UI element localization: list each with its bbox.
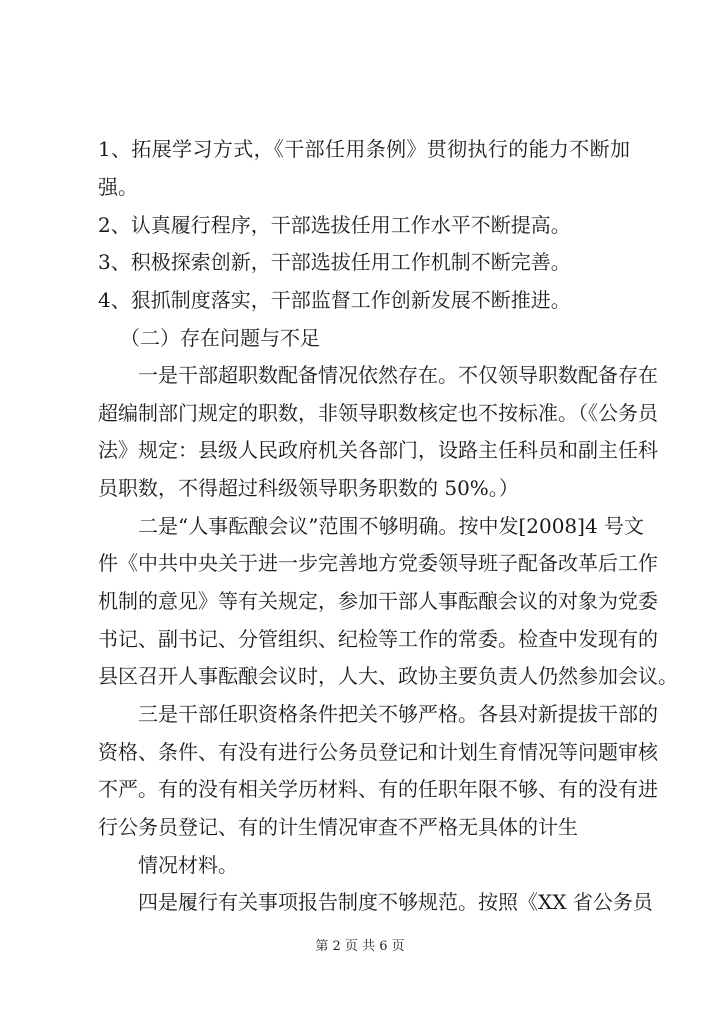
paragraph-1-line-2: 超编制部门规定的职数，非领导职数核定也不按标准。（《公务员 — [98, 401, 658, 425]
list-item-4: 4、狠抓制度落实，干部监督工作创新发展不断推进。 — [98, 288, 571, 312]
paragraph-1-line-1: 一是干部超职数配备情况依然存在。不仅领导职数配备存在 — [138, 363, 658, 387]
paragraph-3-line-4: 行公务员登记、有的计生情况审查不严格无具体的计生 — [98, 815, 578, 839]
list-item-3: 3、积极探索创新，干部选拔任用工作机制不断完善。 — [98, 250, 571, 274]
section-heading: （二）存在问题与不足 — [120, 326, 320, 350]
paragraph-2-line-3: 机制的意见》等有关规定，参加干部人事酝酿会议的对象为党委 — [98, 589, 658, 613]
paragraph-1-line-4: 员职数，不得超过科级领导职务职数的 50%。） — [98, 476, 519, 500]
paragraph-1-line-3: 法》规定：县级人民政府机关各部门，设路主任科员和副主任科 — [98, 438, 658, 462]
paragraph-2-line-1: 二是“人事酝酿会议”范围不够明确。按中发[2008]4 号文 — [138, 514, 645, 538]
list-item-2: 2、认真履行程序，干部选拔任用工作水平不断提高。 — [98, 213, 571, 237]
paragraph-2-line-5: 县区召开人事酝酿会议时，人大、政协主要负责人仍然参加会议。 — [98, 664, 678, 688]
list-item-1-line-1: 1、拓展学习方式，《干部任用条例》贯彻执行的能力不断加 — [98, 137, 630, 161]
paragraph-2-line-4: 书记、副书记、分管组织、纪检等工作的常委。检查中发现有的 — [98, 627, 658, 651]
paragraph-3-line-3: 不严。有的没有相关学历材料、有的任职年限不够、有的没有进 — [98, 777, 658, 801]
page-number-footer: 第 2 页 共 6 页 — [315, 939, 405, 954]
paragraph-3-line-5: 情况材料。 — [138, 853, 238, 877]
list-item-1-line-2: 强。 — [98, 175, 138, 199]
paragraph-3-line-2: 资格、条件、有没有进行公务员登记和计划生育情况等问题审核 — [98, 740, 658, 764]
paragraph-4-line-1: 四是履行有关事项报告制度不够规范。按照《XX 省公务员 — [138, 890, 653, 914]
paragraph-2-line-2: 件《中共中央关于进一步完善地方党委领导班子配备改革后工作 — [98, 551, 658, 575]
paragraph-3-line-1: 三是干部任职资格条件把关不够严格。各县对新提拔干部的 — [138, 702, 658, 726]
